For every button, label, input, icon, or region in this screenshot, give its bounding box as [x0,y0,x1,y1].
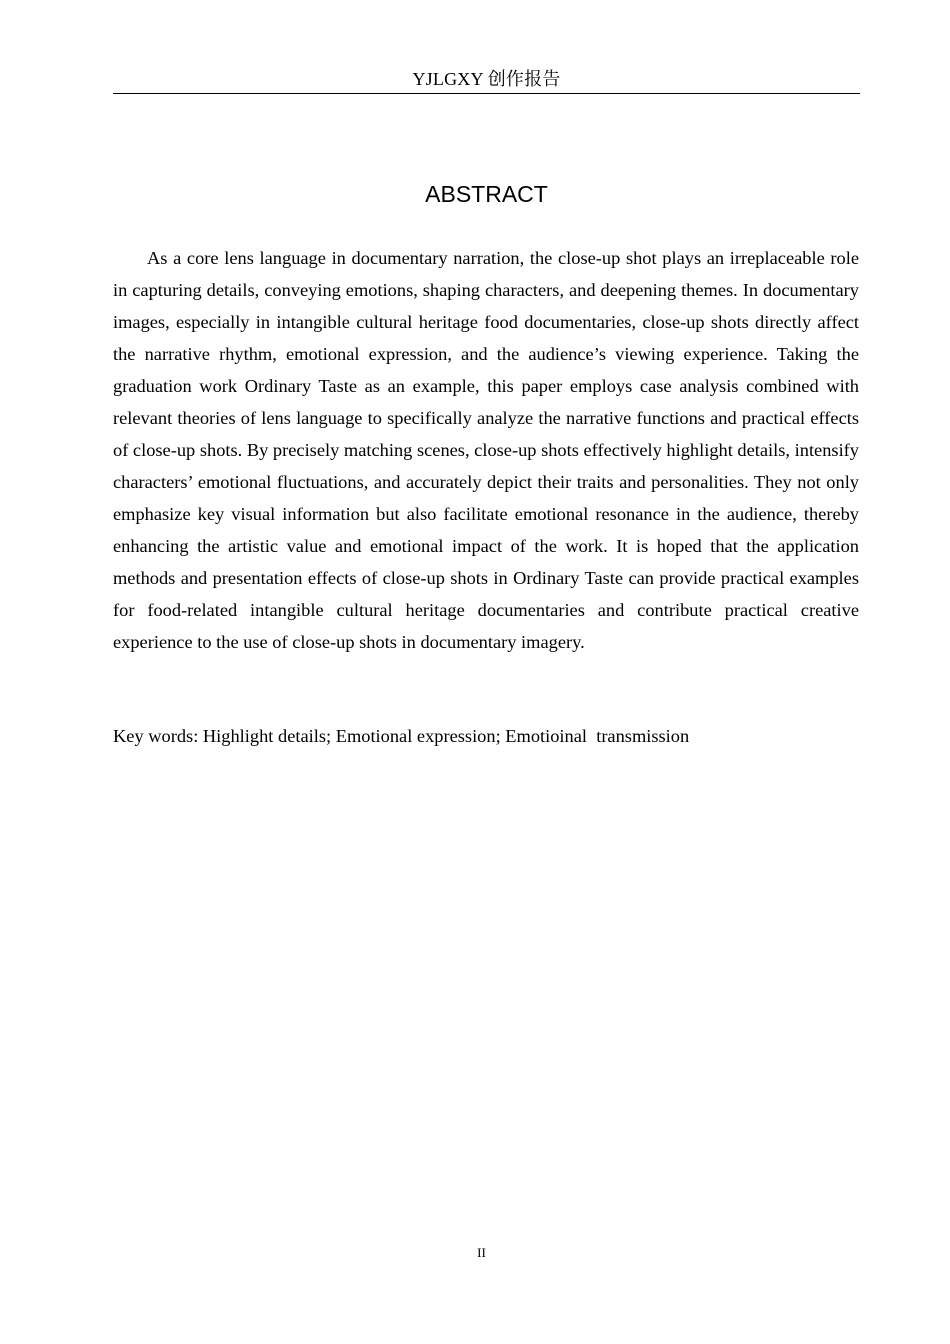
header-title: YJLGXY 创作报告 [412,69,561,89]
page-header [113,66,860,94]
abstract-body: As a core lens language in documentary narration, the close-up shot plays an irreplaceable role in capturing details, conveying emotions, shaping characters, and deepening themes. In documentary images, especially in intangible cultural heritage food documentaries, close-up shots directly affect the narrative rhythm, emotional expression, and the audience’s viewing experience. Taking the graduation work Ordinary Taste as an example, this paper employs case analysis combined with relevant theories of lens language to specifically analyze the narrative functions and practical effects of close-up shots. By precisely matching scenes, close-up shots effectively highlight details, intensify characters’ emotional fluctuations, and accurately depict their traits and personalities. They not only emphasize key visual information but also facilitate emotional resonance in the audience, thereby enhancing the artistic value and emotional impact of the work. It is hoped that the application methods and presentation effects of close-up shots in Ordinary Taste can provide practical examples for food-related intangible cultural heritage documentaries and contribute practical creative experience to the use of close-up shots in documentary imagery. [113,248,859,652]
abstract-heading: ABSTRACT [425,181,548,207]
page-number: II [477,1245,486,1260]
keywords-line: Key words: Highlight details; Emotional expression; Emotioinal transmission [113,726,690,746]
